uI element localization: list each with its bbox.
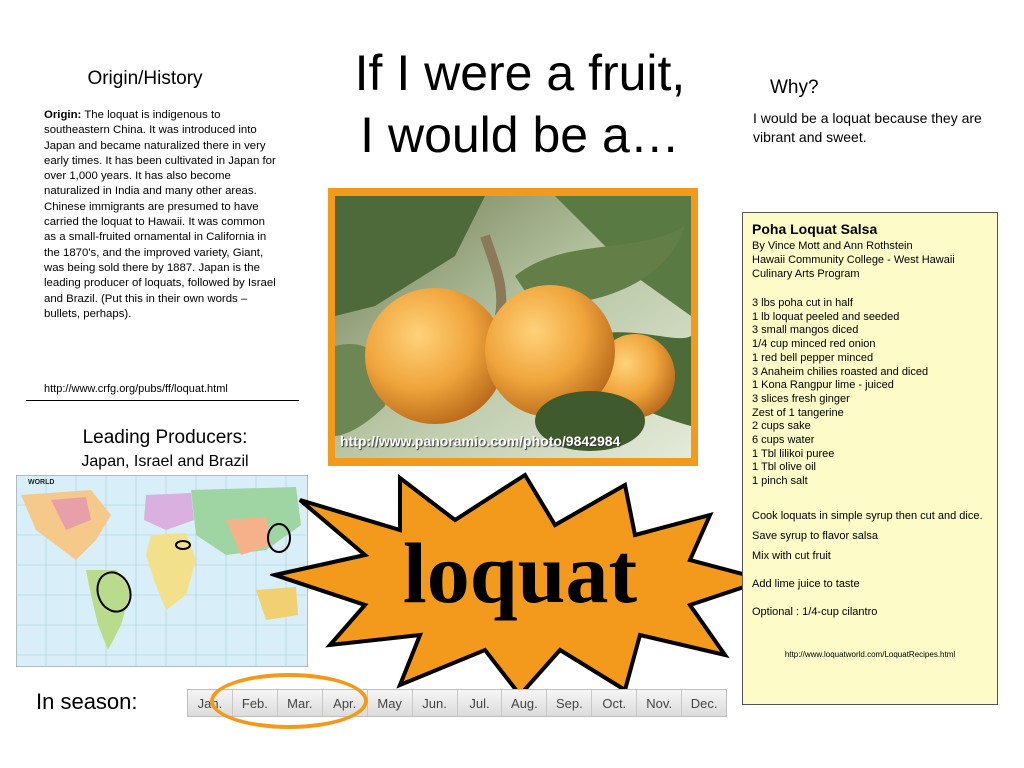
ingredient-item: 1 red bell pepper minced xyxy=(752,351,874,364)
recipe-source-url[interactable]: http://www.loquatworld.com/LoquatRecipes.html xyxy=(784,650,956,659)
ingredient-item: Zest of 1 tangerine xyxy=(752,406,844,419)
fruit-word: loquat xyxy=(402,525,638,621)
why-text: I would be a loquat because they are vibrant and sweet. xyxy=(753,110,982,145)
page-title xyxy=(315,42,725,166)
ingredient-item: 2 cups sake xyxy=(752,420,811,433)
month-sep: Sep. xyxy=(547,690,592,716)
title-line-1: If I were a fruit, xyxy=(354,45,686,101)
recipe-byline-line: Hawaii Community College - West Hawaii xyxy=(752,254,955,266)
ingredient-item: 3 Anaheim chilies roasted and diced xyxy=(752,365,929,378)
recipe-byline-line: Culinary Arts Program xyxy=(752,268,860,280)
ingredient-item: 3 small mangos diced xyxy=(752,324,859,337)
month-nov: Nov. xyxy=(637,690,682,716)
ingredient-item: 3 lbs poha cut in half xyxy=(752,297,853,309)
map-label: WORLD xyxy=(28,479,55,486)
month-may: May xyxy=(368,690,413,716)
month-jul: Jul. xyxy=(458,690,503,716)
month-oct: Oct. xyxy=(592,690,637,716)
recipe-steps xyxy=(752,509,992,625)
origin-text: The loquat is indigenous to southeastern China. It was introduced into Japan and became naturalized there in very early times. It has been cultivated in Japan for over 1,000 years. It has also become naturalized in India and many other areas. Chinese immigrants are presumed to have carried the loquat to Hawaii. It was common as a small-fruited ornamental in California in the 1870's, and the improved variety, Giant, was being sold there by 1887. Japan is the leading producer of loquats, followed by Israel and Brazil. (Put this in their own words – bullets, perhaps). xyxy=(44,109,276,320)
month-jun: Jun. xyxy=(413,690,458,716)
recipe-step: Cook loquats in simple syrup then cut and dice. xyxy=(752,510,983,522)
season-label: In season: xyxy=(36,689,138,714)
recipe-byline-line: By Vince Mott and Ann Rothstein xyxy=(752,240,913,252)
loquat-photo xyxy=(335,196,691,458)
month-feb: Feb. xyxy=(233,690,278,716)
starburst-badge xyxy=(270,470,770,700)
ingredient-item: 3 slices fresh ginger xyxy=(752,392,850,405)
recipe-step: Mix with cut fruit xyxy=(752,550,831,562)
recipe-step: Optional : 1/4-cup cilantro xyxy=(752,606,878,618)
ingredient-item: 1/4 cup minced red onion xyxy=(752,338,876,351)
world-map xyxy=(16,475,308,667)
origin-paragraph xyxy=(44,108,276,322)
month-jan: Jan. xyxy=(188,690,233,716)
origin-source-url[interactable]: http://www.crfg.org/pubs/ff/loquat.html xyxy=(44,383,228,395)
season-highlight-oval xyxy=(210,673,368,729)
photo-caption[interactable]: http://www.panoramio.com/photo/9842984 xyxy=(340,433,621,449)
ingredient-item: 1 Tbl lilikoi puree xyxy=(752,447,835,460)
month-dec: Dec. xyxy=(682,690,726,716)
why-heading: Why? xyxy=(770,77,819,98)
month-aug: Aug. xyxy=(502,690,547,716)
recipe-byline xyxy=(752,239,992,281)
ingredient-item: 1 lb loquat peeled and seeded xyxy=(752,310,900,323)
recipe-step: Add lime juice to taste xyxy=(752,578,860,590)
title-line-2: I would be a… xyxy=(360,107,680,163)
recipe-title: Poha Loquat Salsa xyxy=(752,221,878,237)
producers-countries: Japan, Israel and Brazil xyxy=(81,453,249,470)
origin-heading: Origin/History xyxy=(87,68,203,89)
ingredient-item: 1 Tbl olive oil xyxy=(752,461,816,474)
producers-heading: Leading Producers: xyxy=(82,427,248,448)
recipe-ingredients xyxy=(752,297,992,489)
recipe-step: Save syrup to flavor salsa xyxy=(752,530,878,542)
origin-label: Origin: xyxy=(44,109,82,121)
month-apr: Apr. xyxy=(323,690,368,716)
ingredient-item: 1 pinch salt xyxy=(752,475,808,488)
ingredient-item: 1 Kona Rangpur lime - juiced xyxy=(752,379,894,392)
divider xyxy=(26,400,299,401)
month-mar: Mar. xyxy=(278,690,323,716)
ingredient-item: 6 cups water xyxy=(752,434,815,447)
